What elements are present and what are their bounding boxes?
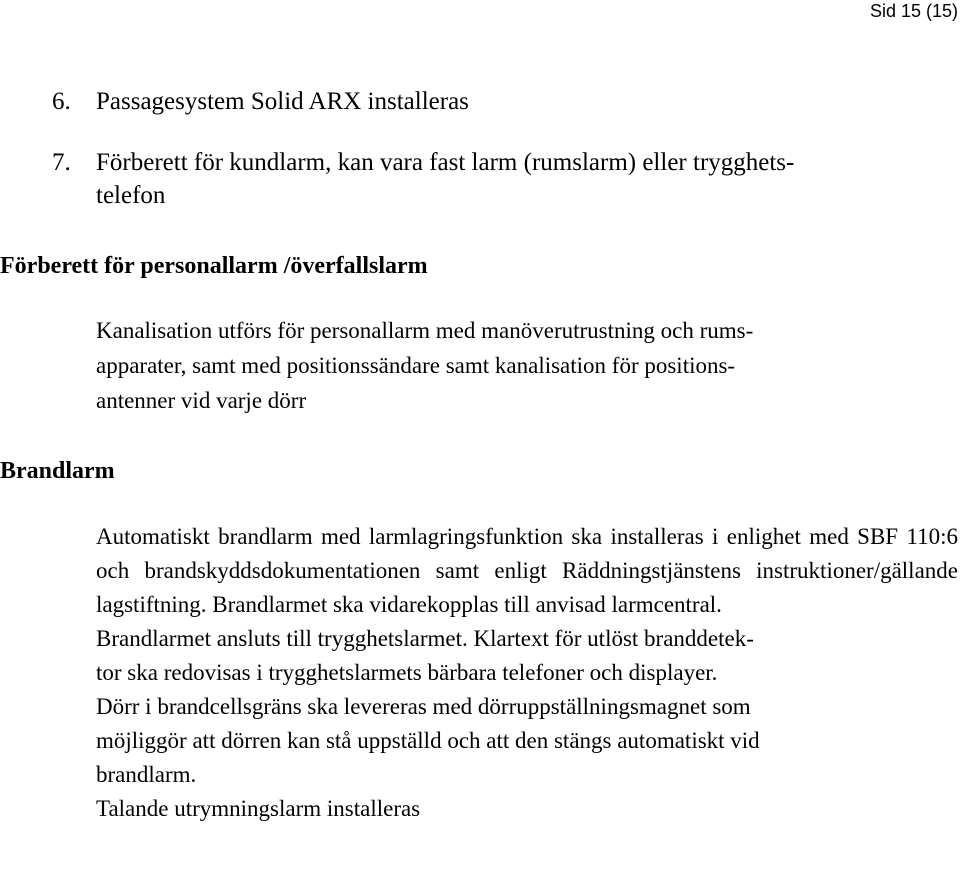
list-item-text: Passagesystem Solid ARX installeras — [96, 88, 469, 115]
paragraph-line: antenner vid varje dörr — [96, 388, 307, 413]
list-item-number: 7. — [52, 149, 71, 176]
fire-alarm-paragraph-3-line: Dörr i brandcellsgräns ska levereras med dörruppställningsmagnet som — [96, 694, 751, 719]
list-item-text: Förberett för kundlarm, kan vara fast larm (rumslarm) eller trygghets- — [96, 149, 795, 176]
fire-alarm-paragraph-3-line: möjliggör att dörren kan stå uppställd och att den stängs automatiskt vid — [96, 728, 760, 753]
fire-alarm-paragraph-4: Talande utrymningslarm installeras — [96, 796, 421, 821]
section-heading-fire-alarm: Brandlarm — [0, 458, 115, 484]
page-number: Sid 15 (15) — [869, 1, 958, 21]
fire-alarm-paragraph-2-line: Brandlarmet ansluts till trygghetslarmet. Klartext för utlöst branddetek- — [96, 626, 754, 651]
fire-alarm-paragraph-1: Automatiskt brandlarm med larmlagringsfunktion ska installeras i enlighet med SBF 110:6 och brandskyddsdokumentationen samt enligt Räddningstjänstens instruktioner/gällande lagstiftning. Brandlarmet ska vidarekopplas till anvisad larmcentral. — [96, 524, 958, 617]
list-item-number: 6. — [52, 88, 71, 115]
list-item-7 — [52, 146, 912, 212]
paragraph-line: Kanalisation utförs för personallarm med manöverutrustning och rums- — [96, 318, 754, 343]
list-item-6 — [52, 85, 912, 118]
fire-alarm-paragraph-2-line: tor ska redovisas i trygghetslarmets bärbara telefoner och displayer. — [96, 660, 718, 685]
personal-alarm-paragraph — [96, 313, 916, 418]
list-item-text-continuation: telefon — [96, 182, 166, 209]
section-heading-personal-alarm: Förberett för personallarm /överfallslarm — [0, 253, 428, 279]
fire-alarm-paragraph-3-line: brandlarm. — [96, 762, 197, 787]
fire-alarm-body — [96, 520, 958, 826]
paragraph-line: apparater, samt med positionssändare samt kanalisation för positions- — [96, 353, 736, 378]
